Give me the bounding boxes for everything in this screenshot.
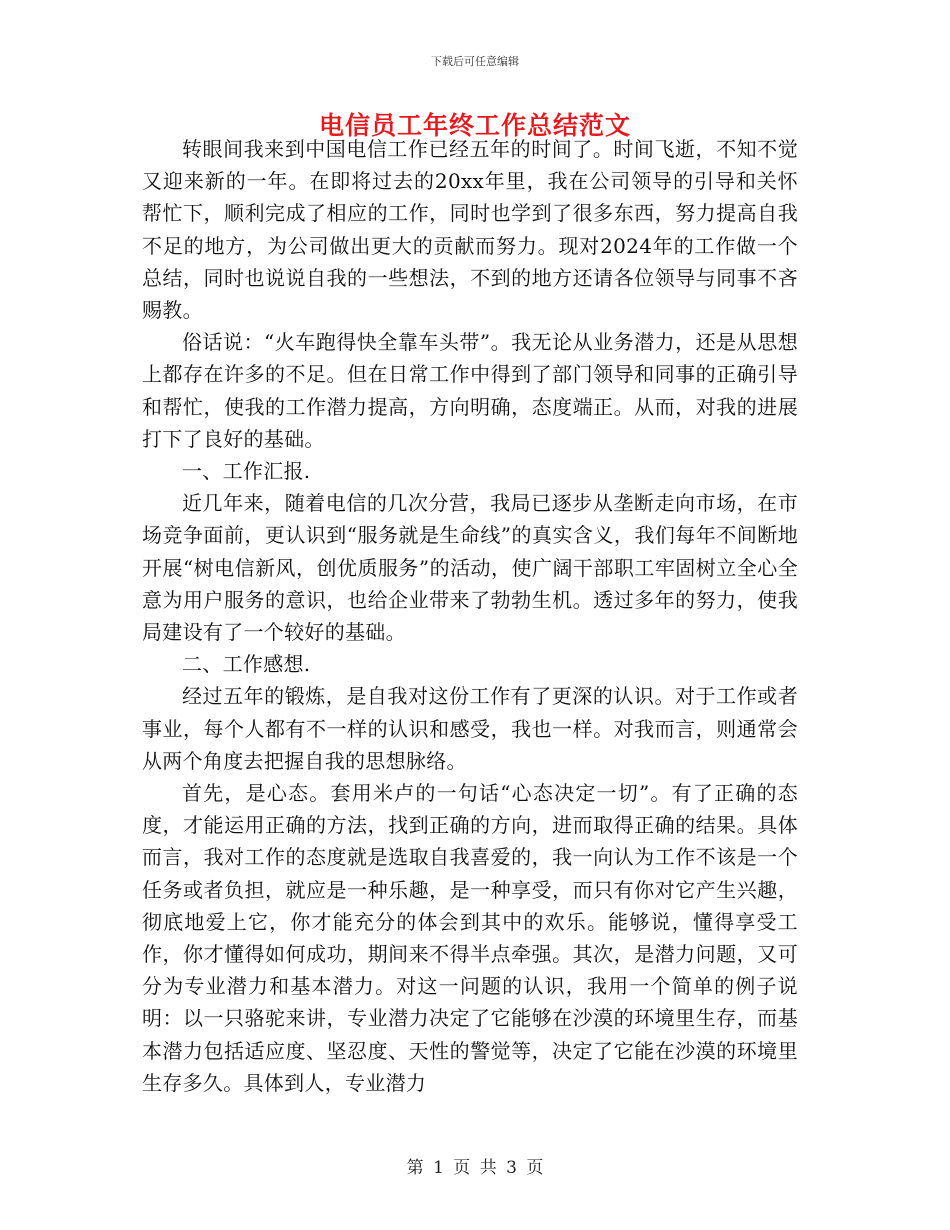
paragraph-work-report: 近几年来，随着电信的几次分营，我局已逐步从垄断走向市场，在市场竞争面前，更认识到“服务就是生命线”的真实含义，我们每年不间断地开展“树电信新风，创优质服务”的活动，使广阔干部职工牢固树立全心全意为用户服务的意识，也给企业带来了勃勃生机。透过多年的努力，使我局建设有了一个较好的基础。 — [142, 491, 798, 645]
section-heading-work-reflections: 二、工作感想. — [182, 652, 311, 677]
document-title: 电信员工年终工作总结范文 — [318, 111, 631, 140]
page-number-footer: 第 1 页 共 3 页 — [406, 1158, 544, 1178]
paragraph-proverb: 俗话说：“火车跑得快全靠车头带”。我无论从业务潜力，还是从思想上都存在许多的不足。但在日常工作中得到了部门领导和同事的正确引导和帮忙，使我的工作潜力提高，方向明确，态度端正。从而，对我的进展打下了良好的基础。 — [142, 330, 798, 451]
paragraph-intro: 转眼间我来到中国电信工作已经五年的时间了。时间飞逝，不知不觉又迎来新的一年。在即将过去的20xx年里，我在公司领导的引导和关怀帮忙下，顺利完成了相应的工作，同时也学到了很多东西，努力提高自我不足的地方，为公司做出更大的贡献而努力。现对2024年的工作做一个总结，同时也说说自我的一些想法，不到的地方还请各位领导与同事不吝赐教。 — [142, 137, 798, 323]
page-header-note: 下载后可任意编辑 — [431, 55, 519, 68]
paragraph-reflections: 经过五年的锻炼，是自我对这份工作有了更深的认识。对于工作或者事业，每个人都有不一样的认识和感受，我也一样。对我而言，则通常会从两个角度去把握自我的思想脉络。 — [142, 684, 798, 773]
document-body — [142, 133, 798, 1099]
paragraph-mindset-ability: 首先，是心态。套用米卢的一句话“心态决定一切”。有了正确的态度，才能运用正确的方法，找到正确的方向，进而取得正确的结果。具体而言，我对工作的态度就是选取自我喜爱的，我一向认为工作不该是一个任务或者负担，就应是一种乐趣，是一种享受，而只有你对它产生兴趣，彻底地爱上它，你才能充分的体会到其中的欢乐。能够说，懂得享受工作，你才懂得如何成功，期间来不得半点牵强。其次，是潜力问题，又可分为专业潜力和基本潜力。对这一问题的认识，我用一个简单的例子说明：以一只骆驼来讲，专业潜力决定了它能够在沙漠的环境里生存，而基本潜力包括适应度、坚忍度、天性的警觉等，决定了它能在沙漠的环境里生存多久。具体到人，专业潜力 — [142, 781, 798, 1095]
section-heading-work-report: 一、工作汇报. — [182, 459, 311, 484]
